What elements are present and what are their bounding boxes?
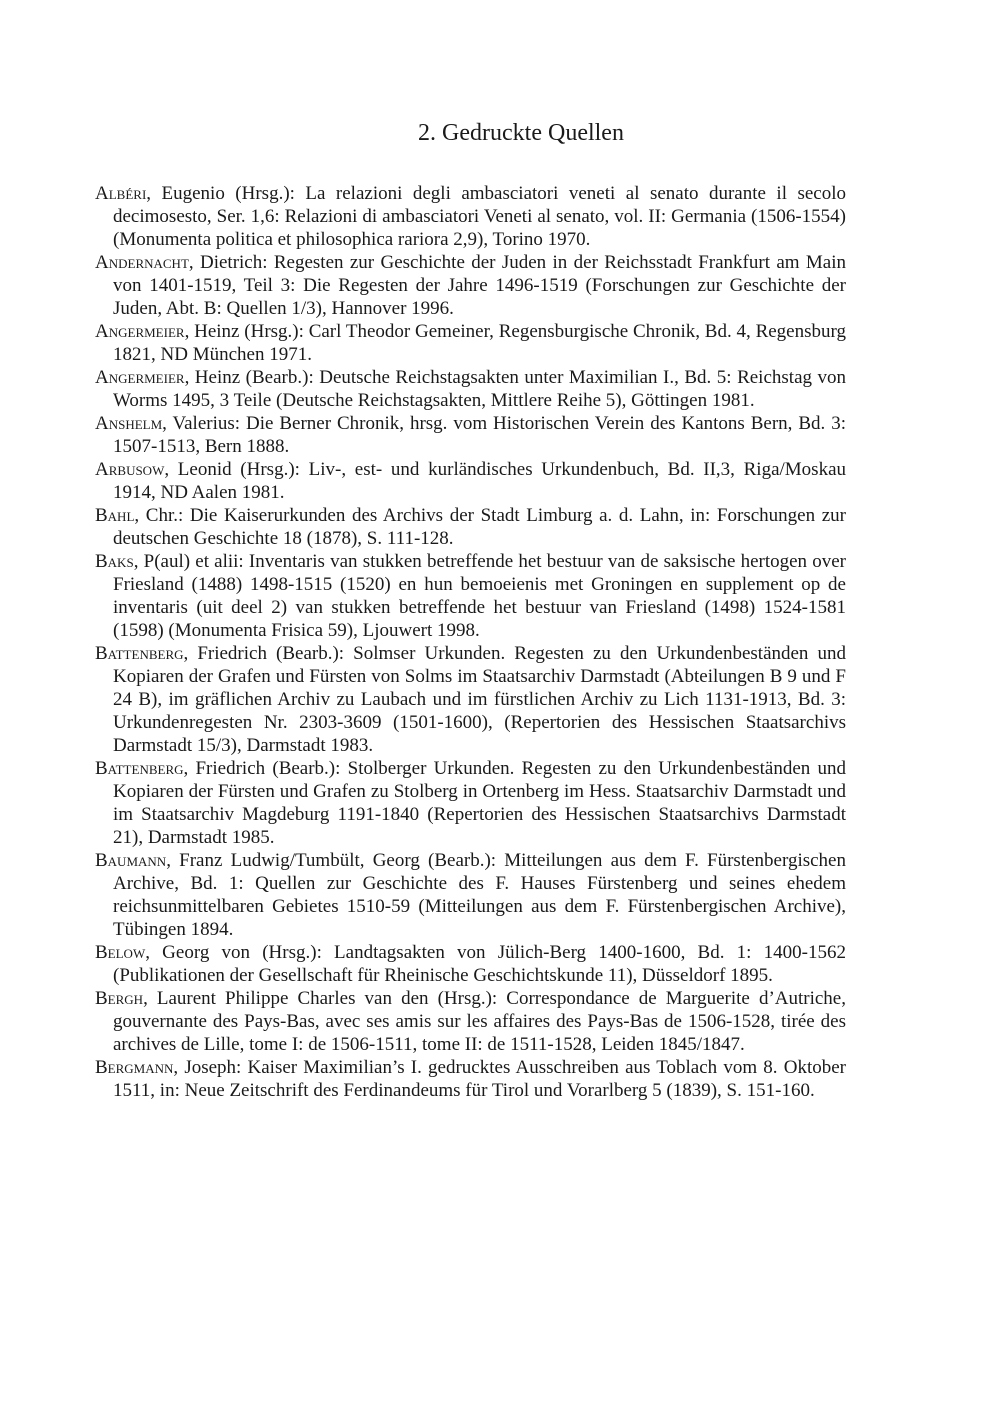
entry-text: , Laurent Philippe Charles van den (Hrsg.): Correspondance de Marguerite d’Autriche, gouvernante des Pays-Bas, avec ses amis sur les affaires des Pays-Bas de 1506-1528, tirée des archives de Lille, tome I: de 1506-1511, tome II: de 1511-1528, Leiden 1845/1847. — [113, 988, 846, 1055]
entry-author: Battenberg — [95, 643, 184, 664]
entry-text: , Chr.: Die Kaiserurkunden des Archivs der Stadt Limburg a. d. Lahn, in: Forschungen zur deutschen Geschichte 18 (1878), S. 111-128. — [113, 505, 846, 549]
entry-author: Baks — [95, 551, 134, 572]
entry-text: , Joseph: Kaiser Maximilian’s I. gedrucktes Ausschreiben aus Toblach vom 8. Oktober 1511, in: Neue Zeitschrift des Ferdinandeums für Tirol und Vorarlberg 5 (1839), S. 151-160. — [113, 1057, 846, 1101]
entry-text: , Dietrich: Regesten zur Geschichte der Juden in der Reichsstadt Frankfurt am Main von 1401-1519, Teil 3: Die Regesten der Jahre 1496-1519 (Forschungen zur Geschichte der Juden, Abt. B: Quellen 1/3), Hannover 1996. — [113, 252, 846, 319]
entry-text: , Eugenio (Hrsg.): La relazioni degli ambasciatori veneti al senato durante il secolo decimosesto, Ser. 1,6: Relazioni di ambasciatori Veneti al senato, vol. II: Germania (1506-1554) (Monumenta politica et philosophica rariora 2,9), Torino 1970. — [113, 183, 846, 250]
bibliography-entry — [95, 849, 846, 941]
bibliography-entry — [95, 941, 846, 987]
bibliography-entry — [95, 182, 846, 251]
entry-text: , Friedrich (Bearb.): Solmser Urkunden. Regesten zu den Urkundenbeständen und Kopiaren der Grafen und Fürsten von Solms im Staatsarchiv Darmstadt (Abteilungen B 9 und F 24 B), im gräflichen Archiv zu Laubach und im fürstlichen Archiv zu Lich 1131-1913, Bd. 3: Urkundenregesten Nr. 2303-3609 (1501-1600), (Repertorien des Hessischen Staatsarchivs Darmstadt 15/3), Darmstadt 1983. — [113, 643, 846, 756]
entry-author: Andernacht — [95, 252, 189, 273]
entry-author: Baumann — [95, 850, 167, 871]
entry-author: Angermeier — [95, 321, 185, 342]
entry-author: Albéri — [95, 183, 147, 204]
page-title: 2. Gedruckte Quellen — [418, 120, 624, 146]
entry-author: Angermeier — [95, 367, 185, 388]
entry-text: , Leonid (Hrsg.): Liv-, est- und kurländisches Urkundenbuch, Bd. II,3, Riga/Moskau 1914, ND Aalen 1981. — [113, 459, 846, 503]
bibliography-entry — [95, 458, 846, 504]
bibliography-entry — [95, 550, 846, 642]
bibliography-entry — [95, 757, 846, 849]
entry-text: , Valerius: Die Berner Chronik, hrsg. vom Historischen Verein des Kantons Bern, Bd. 3: 1507-1513, Bern 1888. — [113, 413, 846, 457]
entry-author: Bergh — [95, 988, 144, 1009]
entry-author: Arbusow — [95, 459, 165, 480]
bibliography-entry — [95, 412, 846, 458]
bibliography-entry — [95, 1056, 846, 1102]
entry-author: Bahl — [95, 505, 135, 526]
bibliography-entry — [95, 251, 846, 320]
entry-text: , Georg von (Hrsg.): Landtagsakten von Jülich-Berg 1400-1600, Bd. 1: 1400-1562 (Publikationen der Gesellschaft für Rheinische Geschichtskunde 11), Düsseldorf 1895. — [113, 942, 846, 986]
entry-author: Bergmann — [95, 1057, 174, 1078]
bibliography-entry — [95, 504, 846, 550]
entry-text: , Heinz (Hrsg.): Carl Theodor Gemeiner, Regensburgische Chronik, Bd. 4, Regensburg 1821, ND München 1971. — [113, 321, 846, 365]
entry-author: Below — [95, 942, 146, 963]
entry-text: , P(aul) et alii: Inventaris van stukken betreffende het bestuur van de saksische hertogen over Friesland (1488) 1498-1515 (1520) en hun bemoeienis met Groningen en supplement op de inventaris (uit deel 2) van stukken betreffende het bestuur van Friesland (1498) 1524-1581 (1598) (Monumenta Frisica 59), Ljouwert 1998. — [113, 551, 846, 641]
bibliography-entry — [95, 642, 846, 757]
entry-author: Battenberg — [95, 758, 184, 779]
entry-text: , Friedrich (Bearb.): Stolberger Urkunden. Regesten zu den Urkundenbeständen und Kopiaren der Fürsten und Grafen zu Stolberg in Ortenberg im Hess. Staatsarchiv Darmstadt und im Staatsarchiv Magdeburg 1191-1840 (Repertorien des Hessischen Staatsarchivs Darmstadt 21), Darmstadt 1985. — [113, 758, 846, 848]
bibliography-entry — [95, 366, 846, 412]
entry-text: , Heinz (Bearb.): Deutsche Reichstagsakten unter Maximilian I., Bd. 5: Reichstag von Worms 1495, 3 Teile (Deutsche Reichstagsakten, Mittlere Reihe 5), Göttingen 1981. — [113, 367, 846, 411]
entry-text: , Franz Ludwig/Tumbült, Georg (Bearb.): Mitteilungen aus dem F. Fürstenbergischen Archive, Bd. 1: Quellen zur Geschichte des F. Hauses Fürstenberg und seines ehedem reichsunmittelbaren Gebietes 1510-59 (Mitteilungen aus dem F. Fürstenbergischen Archive), Tübingen 1894. — [113, 850, 846, 940]
entry-author: Anshelm — [95, 413, 163, 434]
bibliography-list — [95, 182, 846, 1102]
bibliography-entry — [95, 320, 846, 366]
bibliography-entry — [95, 987, 846, 1056]
